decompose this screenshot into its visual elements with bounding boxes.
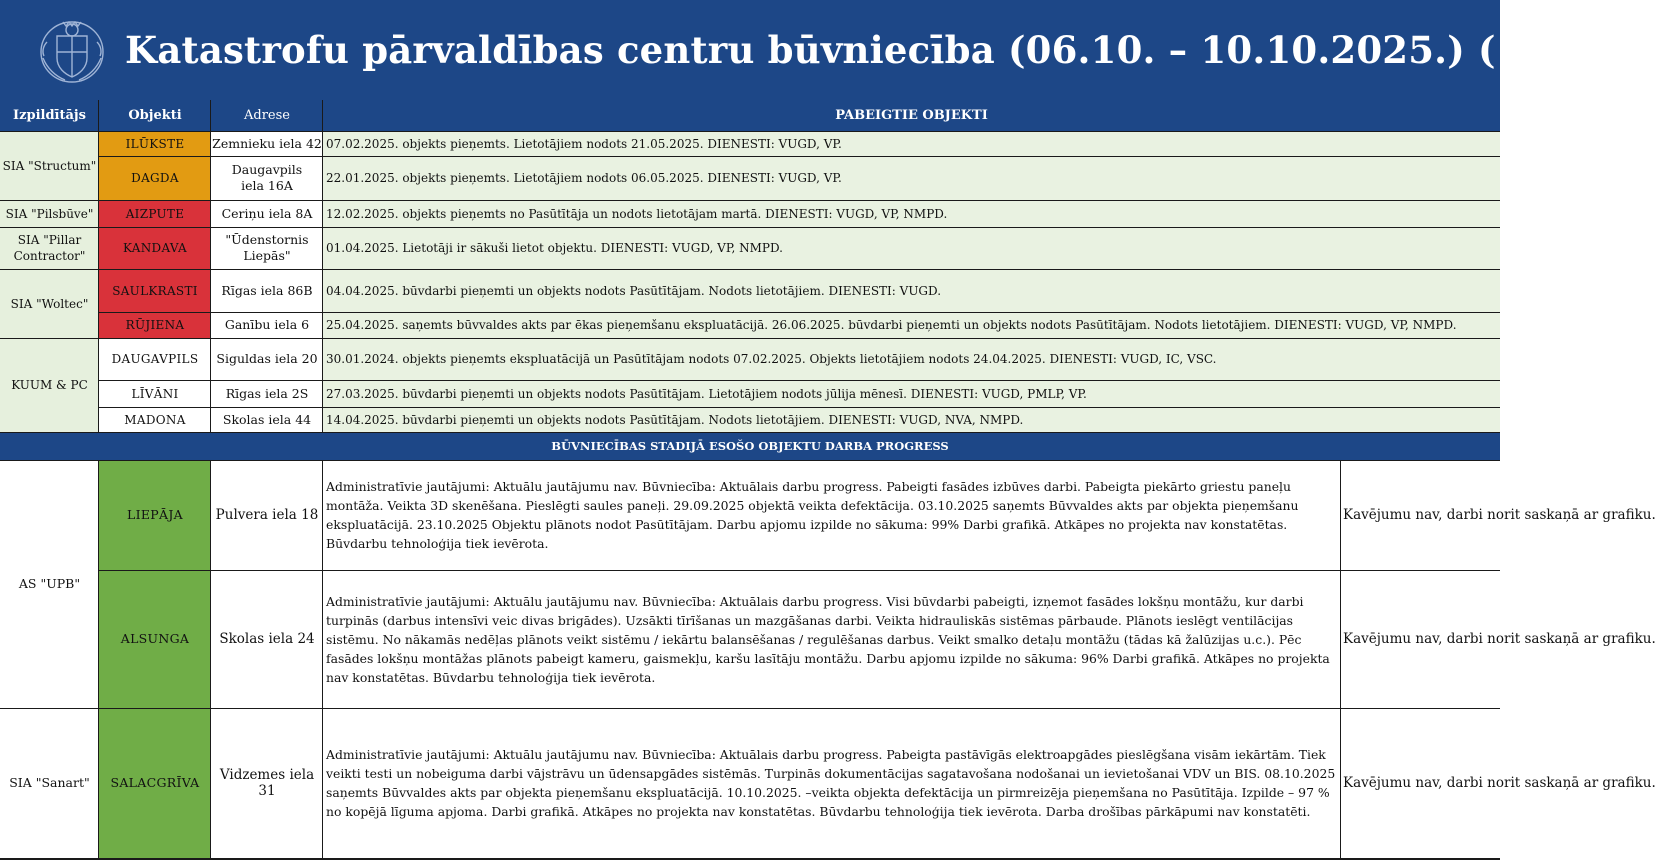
grid-line (99, 407, 1500, 408)
grid-line (0, 432, 1500, 433)
address-cell: Rīgas iela 2S (211, 380, 323, 407)
grid-line (1340, 460, 1341, 858)
grid-line (0, 338, 1500, 339)
grid-line (98, 100, 99, 432)
object-cell: SAULKRASTI (99, 269, 211, 312)
grid-line (210, 460, 211, 858)
address-cell: Skolas iela 24 (211, 570, 323, 708)
address-cell: Zemnieku iela 42 (211, 131, 323, 156)
status-cell: Kavējumu nav, darbi norit saskaņā ar grafiku. (1340, 460, 1500, 570)
grid-line (0, 708, 1500, 709)
completed-description: 07.02.2025. objekts pieņemts. Lietotājiem nodots 21.05.2025. DIENESTI: VUGD, VP. (323, 131, 1500, 156)
object-cell: ILŪKSTE (99, 131, 211, 156)
executor-cell: SIA "Pilsbūve" (0, 200, 99, 227)
progress-description: Administratīvie jautājumi: Aktuālu jautājumu nav. Būvniecība: Aktuālais darbu progress. Pabeigti fasādes izbūves darbi. Pabeigta piekārto griestu paneļu montāža. Veikta 3D skenēšana. Pieslēgti saules paneļi. 29.09.2025 objektā veikta defektācija. 03.10.2025 saņemts Būvvaldes akts par objekta pieņemšanu ekspluatācijā. 23.10.2025 Objektu plānots nodot Pasūtītājam. Darbu apjomu izpilde no sākuma: 99% Darbi grafikā. Atkāpes no projekta nav konstatētas. Būvdarbu tehnoloģija tiek ievērota. (323, 460, 1340, 570)
address-cell: Vidzemes iela 31 (211, 708, 323, 858)
executor-cell: SIA "Sanart" (0, 708, 99, 858)
column-header-object: Objekti (99, 100, 211, 131)
status-cell: Kavējumu nav, darbi norit saskaņā ar grafiku. (1340, 708, 1500, 858)
data-table (0, 100, 1656, 860)
completed-description: 30.01.2024. objekts pieņemts ekspluatācijā un Pasūtītājam nodots 07.02.2025. Objekts lietotājiem nodots 24.04.2025. DIENESTI: VUGD, IC, VSC. (323, 338, 1500, 380)
completed-description: 25.04.2025. saņemts būvvaldes akts par ēkas pieņemšanu ekspluatācijā. 26.06.2025. būvdarbi pieņemti un objekts nodots Pasūtītājam. Nodots lietotājiem. DIENESTI: VUGD, VP, NMPD. (323, 312, 1500, 338)
object-cell: AIZPUTE (99, 200, 211, 227)
grid-line (98, 460, 99, 858)
executor-cell: AS "UPB" (0, 460, 99, 708)
grid-line (0, 269, 1500, 270)
object-cell: LIEPĀJA (99, 460, 211, 570)
column-header-executor: Izpildītājs (0, 100, 99, 131)
progress-description: Administratīvie jautājumi: Aktuālu jautājumu nav. Būvniecība: Aktuālais darbu progress. Pabeigta pastāvīgās elektroapgādes pieslēgšana visām iekārtām. Tiek veikti testi un nobeiguma darbi vājstrāvu un ūdensapgādes sistēmās. Turpinās dokumentācijas sagatavošana nodošanai un ievietošanai VDV un BIS. 08.10.2025 saņemts Būvvaldes akts par objekta pieņemšanu ekspluatācijā. 10.10.2025. –veikta objekta defektācija un pirmreizēja pieņemšana no Pasūtītāja. Izpilde – 97 % no kopējā līguma apjoma. Darbi grafikā. Atkāpes no projekta nav konstatētas. Būvdarbu tehnoloģija tiek ievērota. Darba drošības pārkāpumi nav konstatēti. (323, 708, 1340, 858)
column-header-completed: PABEIGTIE OBJEKTI (323, 100, 1500, 131)
executor-cell: SIA "Woltec" (0, 269, 99, 338)
object-cell: SALACGRĪVA (99, 708, 211, 858)
grid-line (0, 200, 1500, 201)
completed-description: 22.01.2025. objekts pieņemts. Lietotājiem nodots 06.05.2025. DIENESTI: VUGD, VP. (323, 156, 1500, 200)
address-cell: "Ūdenstornis Liepās" (211, 227, 323, 269)
object-cell: ALSUNGA (99, 570, 211, 708)
object-cell: MADONA (99, 407, 211, 432)
grid-line (322, 100, 323, 432)
grid-line (0, 460, 1500, 461)
grid-line (0, 227, 1500, 228)
completed-description: 14.04.2025. būvdarbi pieņemti un objekts nodots Pasūtītājam. Nodots lietotājiem. DIENESTI: VUGD, NVA, NMPD. (323, 407, 1500, 432)
executor-cell: KUUM & PC (0, 338, 99, 432)
grid-line (99, 312, 1500, 313)
section-header-progress: BŪVNIECĪBAS STADIJĀ ESOŠO OBJEKTU DARBA PROGRESS (0, 432, 1500, 460)
object-cell: LĪVĀNI (99, 380, 211, 407)
address-cell: Pulvera iela 18 (211, 460, 323, 570)
address-cell: Siguldas iela 20 (211, 338, 323, 380)
grid-line (99, 156, 1500, 157)
page-title: Katastrofu pārvaldības centru būvniecība (06.10. – 10.10.2025.) (1) (125, 28, 1540, 72)
address-cell: Ceriņu iela 8A (211, 200, 323, 227)
page-header (0, 0, 1540, 100)
completed-description: 04.04.2025. būvdarbi pieņemti un objekts nodots Pasūtītājam. Nodots lietotājiem. DIENESTI: VUGD. (323, 269, 1500, 312)
latvia-coat-of-arms-icon (33, 12, 111, 88)
object-cell: KANDAVA (99, 227, 211, 269)
executor-cell: SIA "Pillar Contractor" (0, 227, 99, 269)
object-cell: DAGDA (99, 156, 211, 200)
address-cell: Rīgas iela 86B (211, 269, 323, 312)
grid-line (99, 380, 1500, 381)
grid-line (99, 570, 1500, 571)
status-cell: Kavējumu nav, darbi norit saskaņā ar grafiku. (1340, 570, 1500, 708)
completed-description: 01.04.2025. Lietotāji ir sākuši lietot objektu. DIENESTI: VUGD, VP, NMPD. (323, 227, 1500, 269)
progress-description: Administratīvie jautājumi: Aktuālu jautājumu nav. Būvniecība: Aktuālais darbu progress. Visi būvdarbi pabeigti, izņemot fasādes lokšņu montāžu, kur darbi turpinās (darbus intensīvi veic divas brigādes). Uzsākti tīrīšanas un mazgāšanas darbi. Veikta hidrauliskās sistēmas pārbaude. Plānots ieslēgt ventilācijas sistēmu. No nākamās nedēļas plānots veikt sistēmu / iekārtu balansēšanas / regulēšanas darbus. Veikt smalko detaļu montāžu (tādas kā žalūzijas u.c.). Pēc fasādes lokšņu montāžas plānots pabeigt kameru, gaismekļu, karšu lasītāju montāžu. Darbu apjomu izpilde no sākuma: 96% Darbi grafikā. Atkāpes no projekta nav konstatētas. Būvdarbu tehnoloģija tiek ievērota. (323, 570, 1340, 708)
address-cell: Ganību iela 6 (211, 312, 323, 338)
executor-cell: SIA "Structum" (0, 131, 99, 200)
address-cell: Daugavpils iela 16A (211, 156, 323, 200)
object-cell: DAUGAVPILS (99, 338, 211, 380)
column-header-address: Adrese (211, 100, 323, 131)
grid-line (0, 131, 1500, 132)
object-cell: RŪJIENA (99, 312, 211, 338)
completed-description: 27.03.2025. būvdarbi pieņemti un objekts nodots Pasūtītājam. Lietotājiem nodots jūlija mēnesī. DIENESTI: VUGD, PMLP, VP. (323, 380, 1500, 407)
grid-line (210, 100, 211, 432)
address-cell: Skolas iela 44 (211, 407, 323, 432)
grid-line (322, 460, 323, 858)
completed-description: 12.02.2025. objekts pieņemts no Pasūtītāja un nodots lietotājam martā. DIENESTI: VUGD, VP, NMPD. (323, 200, 1500, 227)
